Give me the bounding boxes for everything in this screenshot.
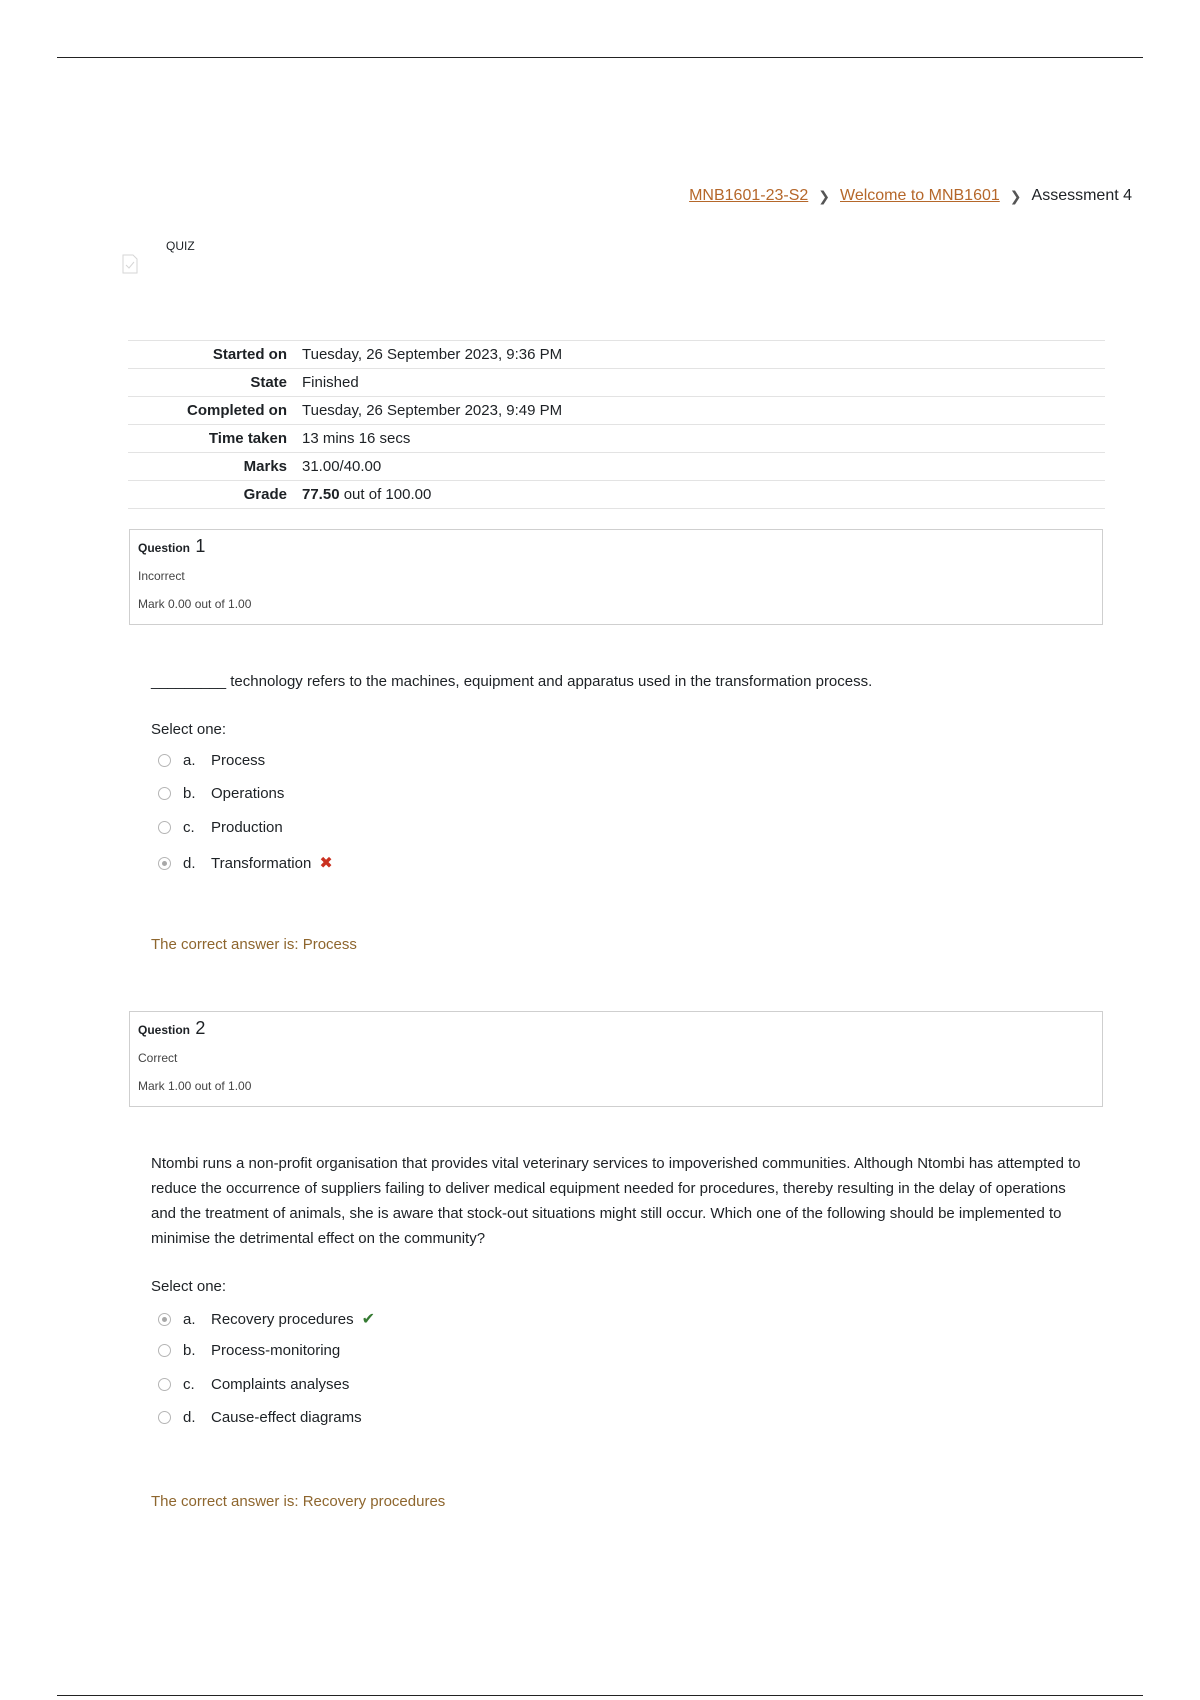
summary-value: 13 mins 16 secs <box>302 430 411 447</box>
question-2-option-a[interactable] <box>158 1309 375 1329</box>
summary-value: Tuesday, 26 September 2023, 9:49 PM <box>302 402 563 419</box>
summary-row-state <box>128 369 1105 397</box>
question-mark: Mark 0.00 out of 1.00 <box>138 597 252 611</box>
question-2-info <box>129 1011 1103 1107</box>
grade-value: 77.50 <box>302 486 340 503</box>
question-1-text: _________ technology refers to the machines, equipment and apparatus used in the transformation process. <box>151 673 873 690</box>
question-2-select-label: Select one: <box>151 1278 227 1295</box>
breadcrumb <box>689 187 1132 205</box>
option-letter: b. <box>183 785 196 802</box>
option-label: Complaints analyses <box>211 1376 350 1393</box>
summary-value: 31.00/40.00 <box>302 458 382 475</box>
breadcrumb-course-link[interactable]: MNB1601-23-S2 <box>689 187 809 204</box>
summary-label: Started on <box>212 346 287 363</box>
summary-label: State <box>250 374 287 391</box>
summary-row-started <box>128 341 1105 369</box>
question-mark: Mark 1.00 out of 1.00 <box>138 1079 252 1093</box>
option-letter: c. <box>183 819 195 836</box>
question-2-option-b[interactable] <box>158 1342 340 1359</box>
radio-button[interactable] <box>158 1378 171 1391</box>
question-number <box>138 536 1094 557</box>
chevron-right-icon: ❯ <box>818 187 830 204</box>
cross-icon: ✖ <box>319 855 333 872</box>
summary-value <box>302 481 1105 509</box>
quiz-header <box>118 238 318 282</box>
option-label: Process-monitoring <box>211 1342 341 1359</box>
question-number-value: 2 <box>195 1018 206 1038</box>
option-letter: a. <box>183 752 196 769</box>
radio-button[interactable] <box>158 821 171 834</box>
question-2-option-c[interactable] <box>158 1376 349 1393</box>
option-label: Cause-effect diagrams <box>211 1409 362 1426</box>
breadcrumb-current: Assessment 4 <box>1031 187 1132 204</box>
option-label: Operations <box>211 785 285 802</box>
radio-button[interactable] <box>158 1344 171 1357</box>
summary-value: Tuesday, 26 September 2023, 9:36 PM <box>302 346 563 363</box>
question-number-value: 1 <box>195 536 206 556</box>
option-letter: d. <box>183 854 196 872</box>
question-state: Correct <box>138 1051 178 1065</box>
attempt-summary-table <box>128 340 1105 509</box>
question-2-text: Ntombi runs a non-profit organisation that provides vital veterinary services to impoverished communities. Although Ntombi has attempted to reduce the occurrence of suppliers failing to deliver medical equipment needed for procedures, thereby resulting in the delay of operations and the treatment of animals, she is aware that stock-out situations might still occur. Which one of the following should be implemented to minimise the detrimental effect on the community? <box>151 1155 1081 1247</box>
summary-row-completed <box>128 397 1105 425</box>
question-state: Incorrect <box>138 569 185 583</box>
question-prefix: Question <box>138 541 191 555</box>
question-prefix: Question <box>138 1023 191 1037</box>
chevron-right-icon: ❯ <box>1009 187 1022 204</box>
summary-value: Finished <box>302 374 359 391</box>
radio-button[interactable] <box>158 1411 171 1424</box>
radio-button[interactable] <box>158 787 171 800</box>
radio-button-selected[interactable] <box>158 857 171 870</box>
summary-label: Time taken <box>208 430 287 447</box>
radio-button-selected[interactable] <box>158 1313 171 1326</box>
question-1-select-label: Select one: <box>151 721 227 738</box>
summary-row-marks <box>128 453 1105 481</box>
option-letter: d. <box>183 1409 196 1426</box>
question-2-feedback: The correct answer is: Recovery procedures <box>151 1493 446 1510</box>
question-1-option-a[interactable] <box>158 752 265 769</box>
option-letter: b. <box>183 1342 196 1359</box>
grade-suffix: out of 100.00 <box>343 486 432 503</box>
option-label: Process <box>211 752 266 769</box>
question-1-option-c[interactable] <box>158 819 283 836</box>
option-label: Production <box>211 819 283 836</box>
option-label: Recovery procedures <box>211 1310 354 1328</box>
question-number <box>138 1018 1094 1039</box>
option-letter: a. <box>183 1310 196 1328</box>
option-letter: c. <box>183 1376 195 1393</box>
quiz-icon <box>122 254 138 274</box>
radio-button[interactable] <box>158 754 171 767</box>
summary-label: Grade <box>243 486 287 503</box>
breadcrumb-section-link[interactable]: Welcome to MNB1601 <box>840 187 1000 204</box>
question-1-feedback: The correct answer is: Process <box>151 936 357 953</box>
check-icon: ✔ <box>361 1311 375 1328</box>
question-1-info <box>129 529 1103 625</box>
page-top-rule <box>57 57 1143 58</box>
summary-row-time-taken <box>128 425 1105 453</box>
summary-row-grade <box>128 481 1105 509</box>
summary-label: Completed on <box>187 402 287 419</box>
quiz-label: QUIZ <box>166 239 195 253</box>
question-1-option-b[interactable] <box>158 785 284 802</box>
page-bottom-rule <box>57 1695 1143 1696</box>
question-2-option-d[interactable] <box>158 1409 362 1426</box>
question-1-option-d[interactable] <box>158 853 333 873</box>
summary-label: Marks <box>243 458 287 475</box>
option-label: Transformation <box>211 854 312 872</box>
